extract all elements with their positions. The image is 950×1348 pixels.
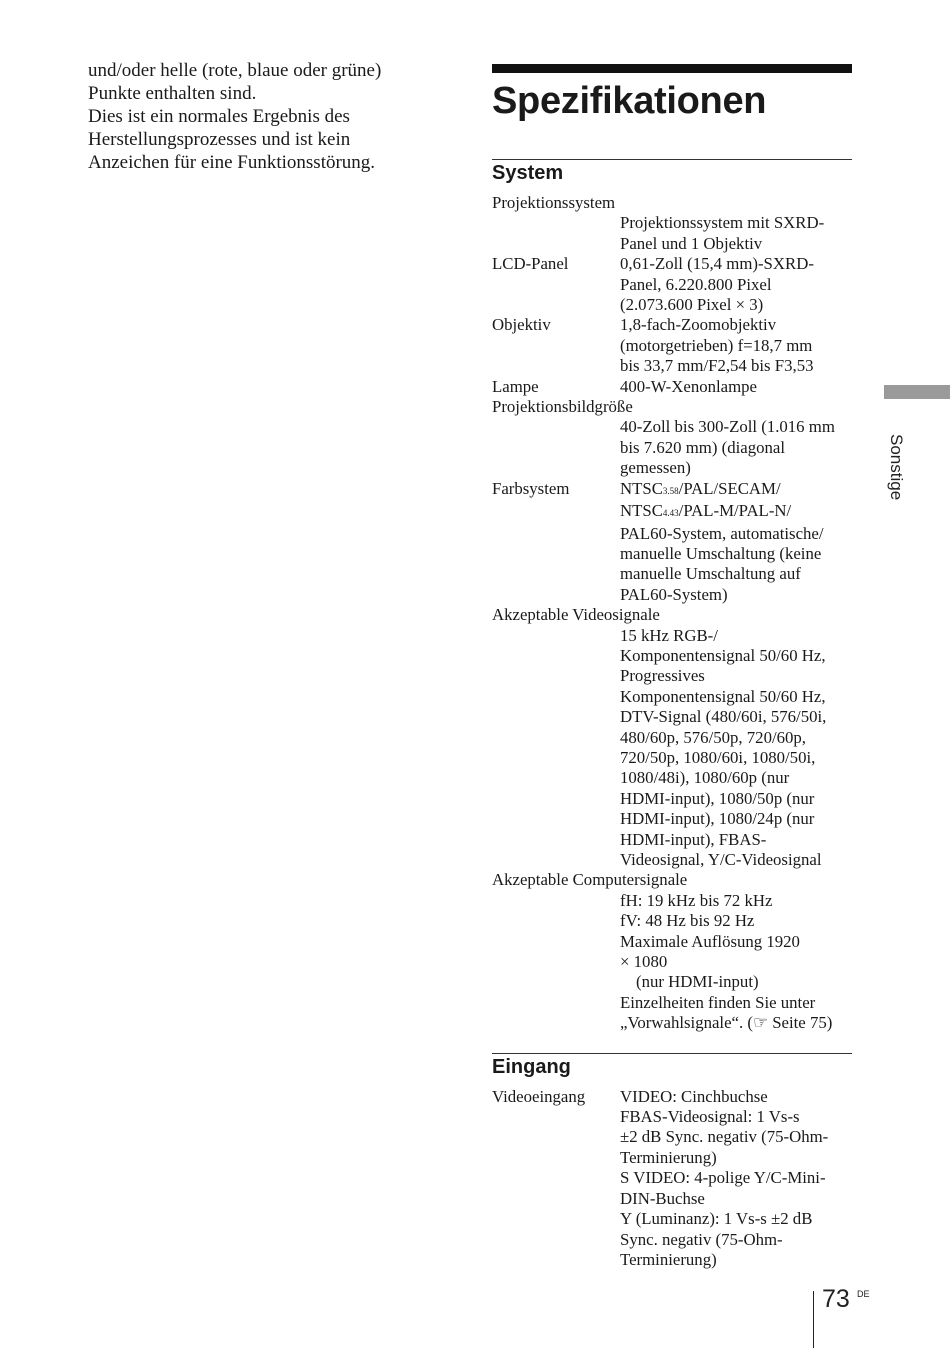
section-heading-input: Eingang: [492, 1055, 571, 1078]
spec-line: DTV-Signal (480/60i, 576/50i,: [620, 707, 827, 727]
spec-line: 400-W-Xenonlampe: [620, 376, 758, 396]
section-divider: [492, 159, 852, 160]
system-spec-list: [492, 193, 852, 1034]
page-language: DE: [857, 1289, 870, 1299]
heading-rule: [492, 64, 852, 73]
spec-line: Komponentensignal 50/60 Hz,: [620, 686, 826, 706]
spec-label-lcd-panel: LCD-Panel: [492, 254, 569, 274]
spec-row-video-input: [492, 1087, 852, 1271]
spec-label-lamp: Lampe: [492, 376, 539, 396]
intro-text: [88, 59, 428, 174]
spec-line: PAL60-System): [620, 584, 728, 604]
spec-value-image-size: [620, 417, 852, 478]
spec-label-projection-system: Projektionssystem: [492, 193, 616, 212]
spec-line: × 1080: [620, 952, 668, 972]
spec-label-lens: Objektiv: [492, 315, 551, 335]
spec-line: Einzelheiten finden Sie unter: [620, 992, 816, 1012]
spec-value-lamp: [620, 377, 852, 397]
spec-line: 1,8-fach-Zoomobjektiv: [620, 315, 777, 335]
spec-line: bis 7.620 mm) (diagonal: [620, 437, 785, 457]
spec-label-image-size: Projektionsbildgröße: [492, 397, 633, 417]
spec-line: 40-Zoll bis 300-Zoll (1.016 mm: [620, 417, 835, 437]
spec-line: bis 33,7 mm/F2,54 bis F3,53: [620, 356, 814, 376]
spec-line: 15 kHz RGB-/: [620, 625, 718, 645]
spec-value-lcd-panel: [620, 254, 852, 315]
spec-line: Progressives: [620, 666, 705, 686]
spec-line: Maximale Auflösung 1920: [620, 931, 800, 951]
spec-line: S VIDEO: 4-polige Y/C-Mini-: [620, 1168, 826, 1188]
page-number-rule: [813, 1291, 814, 1348]
spec-line: manuelle Umschaltung auf: [620, 564, 801, 584]
spec-line: Panel, 6.220.800 Pixel: [620, 274, 772, 294]
spec-label-video-signals: Akzeptable Videosignale: [492, 605, 660, 625]
spec-line: gemessen): [620, 458, 691, 478]
spec-line-ntsc358: [620, 479, 852, 501]
spec-label-computer-signals: Akzeptable Computersignale: [492, 870, 688, 890]
spec-line: Panel und 1 Objektiv: [620, 233, 763, 253]
color-system-text: /PAL/SECAM/: [678, 478, 781, 498]
spec-line: ±2 dB Sync. negativ (75-Ohm-: [620, 1127, 829, 1147]
page-number: 73: [822, 1285, 850, 1313]
spec-line: 480/60p, 576/50p, 720/60p,: [620, 727, 806, 747]
page-title: Spezifikationen: [492, 80, 767, 122]
spec-line: Projektionssystem mit SXRD-: [620, 213, 825, 233]
color-system-text: /PAL-M/PAL-N/: [678, 501, 792, 521]
section-heading-system: System: [492, 162, 564, 184]
specifications-column: [492, 64, 852, 1270]
spec-row-lens: [492, 315, 852, 376]
ntsc-text: NTSC: [620, 501, 663, 521]
intro-line: Herstellungsprozesses und ist kein: [88, 129, 351, 150]
spec-label-video-input: Videoeingang: [492, 1086, 586, 1106]
spec-label-color-system: Farbsystem: [492, 478, 570, 498]
spec-line-ntsc443: [620, 501, 852, 523]
side-tab-marker: [884, 385, 950, 399]
spec-line: (nur HDMI-input): [636, 972, 759, 992]
intro-line: Punkte enthalten sind.: [88, 83, 257, 104]
spec-line: fH: 19 kHz bis 72 kHz: [620, 890, 773, 910]
ntsc-subscript: 4.43: [662, 508, 679, 519]
spec-line: DIN-Buchse: [620, 1188, 705, 1208]
ntsc-subscript: 3.58: [662, 485, 679, 496]
spec-line: manuelle Umschaltung (keine: [620, 543, 822, 563]
spec-line: Terminierung): [620, 1147, 717, 1167]
spec-line: Komponentensignal 50/60 Hz,: [620, 645, 826, 665]
intro-line: und/oder helle (rote, blaue oder grüne): [88, 60, 382, 81]
spec-line: Terminierung): [620, 1249, 717, 1269]
spec-line: Videosignal, Y/C-Videosignal: [620, 850, 822, 869]
section-divider: [492, 1053, 852, 1054]
spec-value-video-input: [620, 1087, 852, 1271]
spec-row-color-system: [492, 479, 852, 605]
intro-line: Anzeichen für eine Funktionsstörung.: [88, 152, 376, 173]
spec-line: Sync. negativ (75-Ohm-: [620, 1229, 783, 1249]
spec-value-projection-system: [620, 213, 852, 254]
spec-line: 0,61-Zoll (15,4 mm)-SXRD-: [620, 254, 814, 274]
spec-row-lamp: [492, 377, 852, 397]
spec-line: FBAS-Videosignal: 1 Vs-s: [620, 1107, 800, 1127]
spec-value-lens: [620, 315, 852, 376]
spec-line: VIDEO: Cinchbuchse: [620, 1086, 768, 1106]
spec-value-computer-signals: [620, 891, 852, 1034]
spec-line: HDMI-input), FBAS-: [620, 829, 767, 849]
spec-row-lcd-panel: [492, 254, 852, 315]
intro-line: Dies ist ein normales Ergebnis des: [88, 106, 350, 127]
spec-line: HDMI-input), 1080/50p (nur: [620, 788, 815, 808]
side-tab-label: Sonstige: [887, 434, 906, 501]
spec-line: fV: 48 Hz bis 92 Hz: [620, 911, 755, 931]
input-spec-list: [492, 1087, 852, 1271]
spec-line: HDMI-input), 1080/24p (nur: [620, 809, 815, 829]
spec-line: (motorgetrieben) f=18,7 mm: [620, 335, 813, 355]
spec-line: 1080/48i), 1080/60p (nur: [620, 768, 790, 788]
spec-line: PAL60-System, automatische/: [620, 523, 824, 543]
spec-value-color-system: [620, 479, 852, 605]
ntsc-text: NTSC: [620, 478, 663, 498]
spec-line: Y (Luminanz): 1 Vs-s ±2 dB: [620, 1209, 813, 1229]
spec-line: 720/50p, 1080/60i, 1080/50i,: [620, 747, 816, 767]
spec-value-video-signals: [620, 626, 852, 871]
spec-line: (2.073.600 Pixel × 3): [620, 295, 764, 315]
spec-line-page-reference: „Vorwahlsignale“. (☞ Seite 75): [620, 1013, 833, 1033]
